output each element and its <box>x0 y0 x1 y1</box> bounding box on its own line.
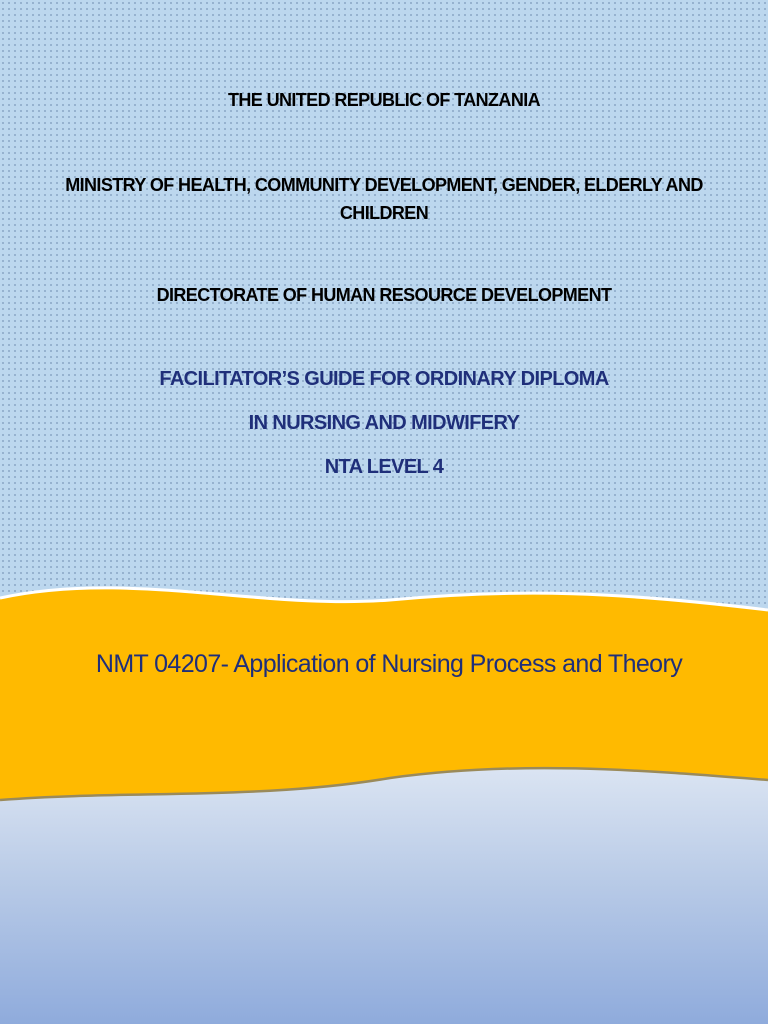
course-title: NMT 04207- Application of Nursing Process and Theory <box>95 650 683 678</box>
banner-yellow-band <box>0 588 768 800</box>
ministry-heading-line1: MINISTRY OF HEALTH, COMMUNITY DEVELOPMENT, GENDER, ELDERLY AND <box>65 175 703 195</box>
directorate-heading: DIRECTORATE OF HUMAN RESOURCE DEVELOPMENT <box>156 285 612 305</box>
country-heading: THE UNITED REPUBLIC OF TANZANIA <box>227 90 541 110</box>
nta-level: NTA LEVEL 4 <box>324 456 444 478</box>
guide-title-line1: FACILITATOR’S GUIDE FOR ORDINARY DIPLOMA <box>159 368 609 390</box>
ministry-heading-line2: CHILDREN <box>339 203 429 223</box>
guide-title-line2: IN NURSING AND MIDWIFERY <box>248 412 520 434</box>
